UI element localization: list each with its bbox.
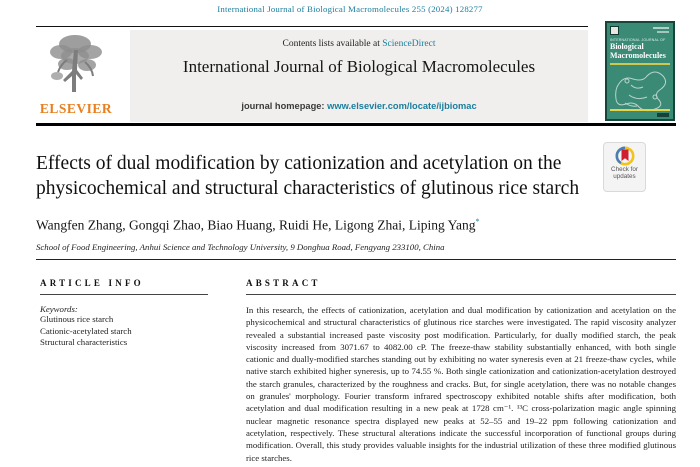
keyword-item: Structural characteristics: [40, 337, 128, 347]
article-title: Effects of dual modification by cationization and acetylation on the physicochemical and structural characteristics of glutinous rice starch: [36, 153, 580, 199]
check-for-updates-badge[interactable]: [603, 142, 646, 192]
cover-publisher-mark: [610, 26, 619, 35]
contents-list-line: [130, 39, 588, 49]
abstract-heading: ABSTRACT: [246, 278, 321, 288]
abstract-text: In this research, the effects of cationization, acetylation and dual modification by cationization and acetylation on the physicochemical and structural characteristics of glutinous rice starches were investigated. The rapid viscosity analyzer revealed a substantial increased paste viscosity post modification. Particularly, for dually modified starch, the peak viscosity increased from 3071.67 to 4082.00 cP. The freeze-thaw stability substantially enhanced, with both single cationic and dually-modified starches standing out by exhibiting no water syneresis even at 21 freeze-thaw cycles, while native starch exhibited higher syneresis, up to 74.55 %. Both single cationization and cationization-acetylation destroyed the starch granules, characterized by the roughness and cracks. But, for single acetylation, there was no notable changes on granules' morphology. Fourier transform infrared spectroscopy exhibited notable shifts after modification, both acetylation and dual modification resulting in a new peak at 1728 cm⁻¹. ¹³C cross-polarization magic angle spinning nuclear magnetic resonance spectra displayed new peaks at 52–55 and 19–22 ppm following cationization and acetylation, respectively. These structural alterations indicate the successful incorporation of functional groups during modification. Overall, this study provides valuable insights for the industrial utilization of these three modified glutinous rice starches.: [246, 305, 676, 463]
keyword-item: Glutinous rice starch: [40, 314, 114, 324]
cover-title-line1: Biological: [610, 42, 644, 51]
cover-bottom-rule: [610, 109, 670, 111]
corresponding-author-link[interactable]: *: [475, 217, 480, 226]
keywords-label: Keywords:: [40, 304, 78, 314]
check-updates-label: Check for updates: [611, 166, 638, 180]
homepage-url-link[interactable]: www.elsevier.com/locate/ijbiomac: [327, 101, 477, 111]
cover-issue-info-bar: [657, 31, 669, 33]
journal-citation-header[interactable]: International Journal of Biological Macromolecules 255 (2024) 128277: [217, 4, 483, 14]
cover-barcode-mark: [657, 113, 669, 117]
homepage-prefix: journal homepage:: [241, 101, 328, 111]
top-divider: [36, 26, 588, 27]
homepage-line: [130, 101, 588, 111]
journal-cover-thumbnail: [605, 21, 675, 121]
elsevier-logo-text: ELSEVIER: [39, 101, 113, 116]
cover-molecule-art: [607, 67, 673, 113]
elsevier-logo[interactable]: [38, 30, 114, 122]
contents-prefix: Contents lists available at: [282, 39, 383, 49]
header-divider: [36, 123, 676, 126]
crossmark-icon: [615, 146, 635, 166]
cover-subtitle-bar: [610, 63, 670, 65]
abstract-section: [246, 278, 676, 464]
abstract-rule: [246, 294, 676, 295]
journal-title: International Journal of Biological Macromolecules: [182, 57, 536, 76]
author-names: Wangfen Zhang, Gongqi Zhao, Biao Huang, Ruidi He, Ligong Zhai, Liping Yang: [36, 217, 476, 233]
affiliation: School of Food Engineering, Anhui Science and Technology University, 9 Donghua Road, Fengyang 233100, China: [36, 242, 445, 252]
article-info-section: [40, 278, 208, 349]
article-info-rule: [40, 294, 208, 295]
article-info-heading: ARTICLE INFO: [40, 278, 144, 288]
author-list: [36, 217, 596, 234]
journal-header-box: [130, 30, 588, 122]
keyword-item: Cationic-acetylated starch: [40, 325, 132, 336]
section-divider: [36, 259, 676, 260]
elsevier-tree-icon: [45, 30, 107, 100]
cover-issue-info-bar: [653, 27, 669, 29]
cover-series-label: INTERNATIONAL JOURNAL OF: [610, 38, 666, 42]
cover-title-line2: Macromolecules: [610, 50, 666, 60]
cover-title: [610, 43, 674, 60]
sciencedirect-link[interactable]: ScienceDirect: [382, 39, 436, 49]
